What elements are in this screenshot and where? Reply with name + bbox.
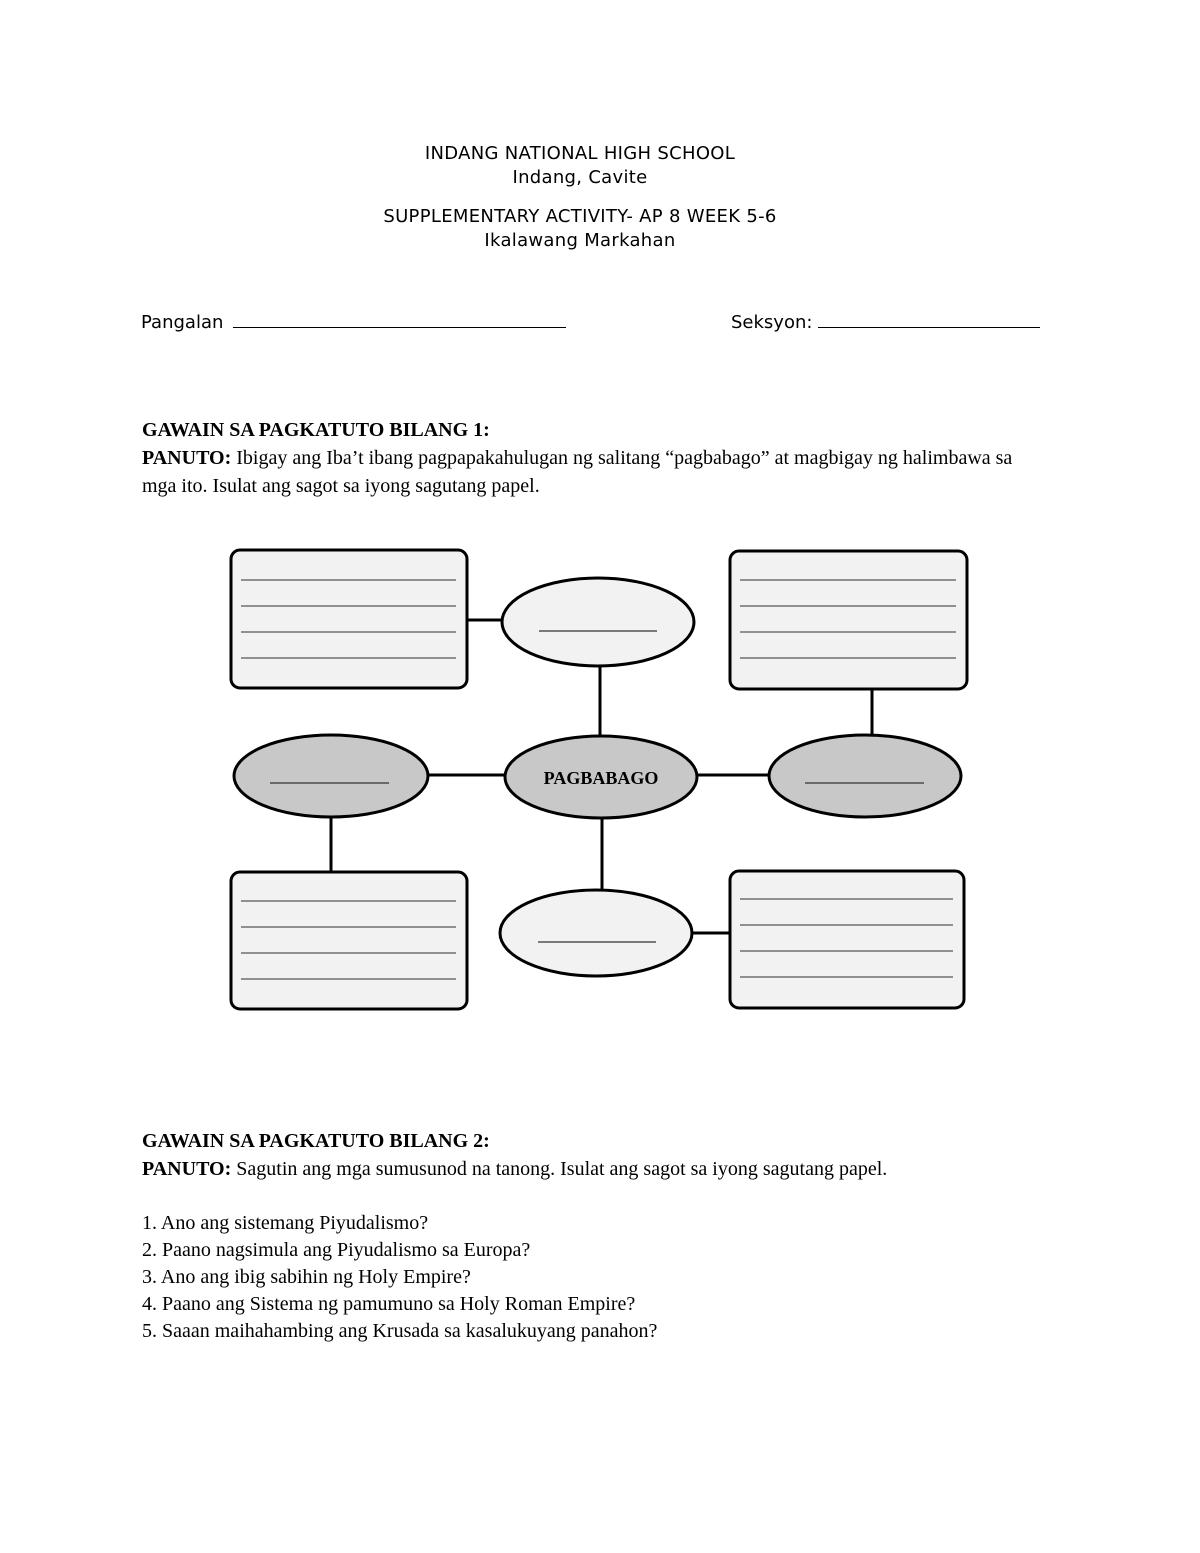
answer-box-top-right[interactable] (730, 551, 967, 689)
answer-box-top-left[interactable] (231, 550, 467, 688)
name-label: Pangalan (141, 312, 224, 333)
answer-box-bottom-right[interactable] (730, 871, 964, 1008)
section-label: Seksyon: (731, 312, 813, 333)
question-item: 2. Paano nagsimula ang Piyudalismo sa Europa? (142, 1239, 531, 1261)
question-list (142, 1210, 657, 1345)
activity-2-title: GAWAIN SA PAGKATUTO BILANG 2: (142, 1130, 490, 1152)
question-item: 4. Paano ang Sistema ng pamumuno sa Holy Roman Empire? (142, 1293, 636, 1315)
activity-2-instruction-text: Sagutin ang mga sumusunod na tanong. Isulat ang sagot sa iyong sagutang papel. (236, 1158, 888, 1180)
activity-2-instruction (142, 1155, 1042, 1183)
ellipse-top[interactable] (502, 578, 694, 666)
activity-2 (142, 1127, 1042, 1183)
activity-1-title: GAWAIN SA PAGKATUTO BILANG 1: (142, 419, 490, 441)
activity-2-instruction-label: PANUTO: (142, 1158, 232, 1180)
school-location: Indang, Cavite (512, 167, 648, 188)
activity-1-instruction-text: Ibigay ang Iba’t ibang pagpapakahulugan ng salitang “pagbabago” at magbigay ng halimbawa sa mga ito. Isulat ang sagot sa iyong sagutang papel. (142, 447, 1013, 497)
quarter-label: Ikalawang Markahan (484, 230, 676, 251)
answer-box-bottom-left[interactable] (231, 872, 467, 1009)
question-item: 3. Ano ang ibig sabihin ng Holy Empire? (142, 1266, 471, 1288)
question-item: 5. Saaan maihahambing ang Krusada sa kasalukuyang panahon? (142, 1320, 658, 1342)
activity-1-instruction-label: PANUTO: (142, 447, 232, 469)
question-item: 1. Ano ang sistemang Piyudalismo? (142, 1212, 429, 1234)
ellipse-right[interactable] (769, 735, 961, 817)
ellipse-bottom[interactable] (500, 890, 692, 976)
center-label: PAGBABAGO (543, 768, 659, 788)
activity-title: SUPPLEMENTARY ACTIVITY- AP 8 WEEK 5-6 (383, 206, 777, 227)
school-name: INDANG NATIONAL HIGH SCHOOL (424, 143, 736, 164)
ellipse-center (505, 736, 697, 818)
ellipse-left[interactable] (234, 735, 428, 817)
